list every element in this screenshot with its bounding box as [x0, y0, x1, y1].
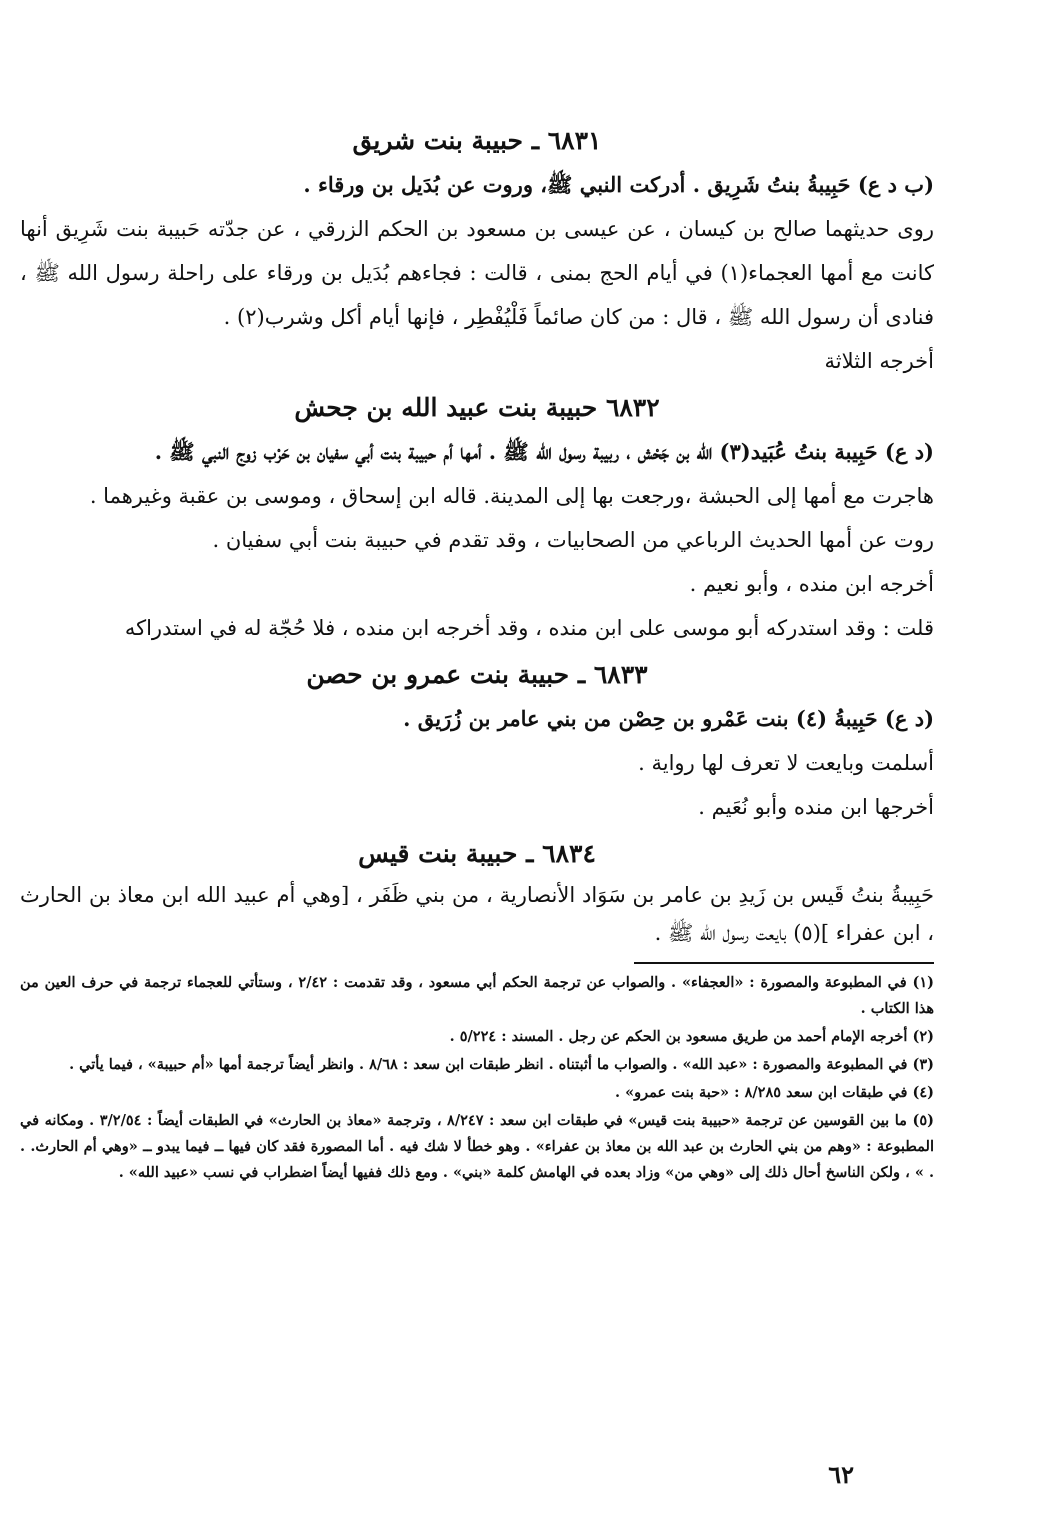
entry-6832: [20, 393, 934, 650]
page-number: ٦٢: [828, 1460, 854, 1489]
entry-paragraph: روى حديثهما صالح بن كيسان ، عن عيسى بن مسعود بن الحكم الزرقي ، عن جدّته حَبيبة بنت شَرِيق أنها كانت مع أمها العجماء(١) في أيام الحج بمنى ، قالت : فجاءهم بُدَيل بن ورقاء على راحلة رسول الله ﷺ ، فنادى أن رسول الله ﷺ ، قال : من كان صائماً فَلْيُفْطِر ، فإنها أيام أكل وشرب(٢) .: [20, 217, 934, 329]
entry-heading: ٦٨٣١ ـ حبيبة بنت شريق: [352, 126, 602, 155]
footnotes: [20, 970, 934, 1186]
entry-paragraph: أخرجها ابن منده وأبو نُعَيم .: [698, 795, 934, 819]
entry-paragraph: أخرجه ابن منده ، وأبو نعيم .: [689, 572, 934, 596]
footnote: (٢) أخرجه الإمام أحمد من طريق مسعود بن الحكم عن رجل . المسند : ٥/٢٢٤ .: [449, 1028, 934, 1045]
entry-heading: ٦٨٣٣ ـ حبيبة بنت عمرو بن حصن: [306, 660, 648, 689]
entry-paragraph: (د ع) حَبِيبةُ (٤) بنت عَمْرو بن حِصْن من بني عامر بن زُرَيق .: [403, 706, 934, 731]
entry-6834: [20, 839, 934, 952]
entry-heading: ٦٨٣٤ ـ حبيبة بنت قيس: [358, 839, 596, 868]
entry-paragraph: أسلمت وبايعت لا تعرف لها رواية .: [638, 751, 934, 775]
entry-paragraph: هاجرت مع أمها إلى الحبشة ،ورجعت بها إلى المدينة. قاله ابن إسحاق ، وموسى بن عقبة وغيرهما .: [89, 484, 934, 508]
entry-6833: [20, 660, 934, 829]
footnote: (٤) في طبقات ابن سعد ٨/٢٨٥ : «حبة بنت عمرو» .: [615, 1084, 934, 1101]
entry-paragraph: (ب د ع) حَبِيبةُ بنتُ شَرِيق . أدركت النبي ﷺ، وروت عن بُدَيل بن ورقاء .: [303, 172, 934, 197]
entry-6831: [20, 126, 934, 383]
entry-heading: ٦٨٣٢ حبيبة بنت عبيد الله بن جحش: [294, 393, 660, 422]
footnote: (٥) ما بين القوسين عن ترجمة «حبيبة بنت قيس» في طبقات ابن سعد : ٨/٢٤٧ ، وترجمة «معاذ بن الحارث» في الطبقات أيضاً : ٣/٢/٥٤ . ومكانه في المطبوعة : «وهم من بني الحارث بن عبد الله بن معاذ بن عفراء» . وهو خطأ لا شك فيه . أما المصورة فقد كان فيها ــ فيما يبدو ــ «وهي أم الحارث. . . » ، ولكن الناسخ أحال ذلك إلى «وهي من» وزاد بعده في الهامش كلمة «بني» . ومع ذلك ففيها أيضاً اضطراب في نسب «عبيد الله» .: [20, 1112, 934, 1181]
entry-paragraph: حَبِيبةُ بنتُ قَيس بن زَيدِ بن عامر بن سَوَاد الأنصارية ، من بني ظَفَر ، [وهي أم عبيد الله ابن معاذ بن الحارث ، ابن عفراء ](٥) بايعت رسول الله ﷺ .: [20, 883, 934, 945]
footnote: (١) في المطبوعة والمصورة : «العجفاء» . والصواب عن ترجمة الحكم أبي مسعود ، وقد تقدمت : ٢/٤٢ ، وستأتي للعجماء ترجمة في حرف العين من هذا الكتاب .: [20, 974, 934, 1017]
footnote-divider: [634, 962, 934, 964]
entry-paragraph: قلت : وقد استدركه أبو موسى على ابن منده ، وقد أخرجه ابن منده ، فلا حُجّة له في استدراكه: [124, 616, 934, 640]
entry-paragraph: روت عن أمها الحديث الرباعي من الصحابيات ، وقد تقدم في حبيبة بنت أبي سفيان .: [212, 528, 934, 552]
entry-paragraph: (د ع) حَبِيبة بنتُ عُبَيد(٣) الله بن جَحْش ، ربيبة رسول الله ﷺ . أمها أم حبيبة بنت أبي سفيان بن حَرْب زوج النبي ﷺ .: [154, 439, 934, 464]
entry-paragraph: أخرجه الثلاثة: [824, 349, 934, 373]
footnote: (٣) في المطبوعة والمصورة : «عبد الله» . والصواب ما أثبتناه . انظر طبقات ابن سعد : ٨/٦٨ . وانظر أيضاً ترجمة أمها «أم حبيبة» ، فيما يأتي .: [69, 1056, 934, 1073]
